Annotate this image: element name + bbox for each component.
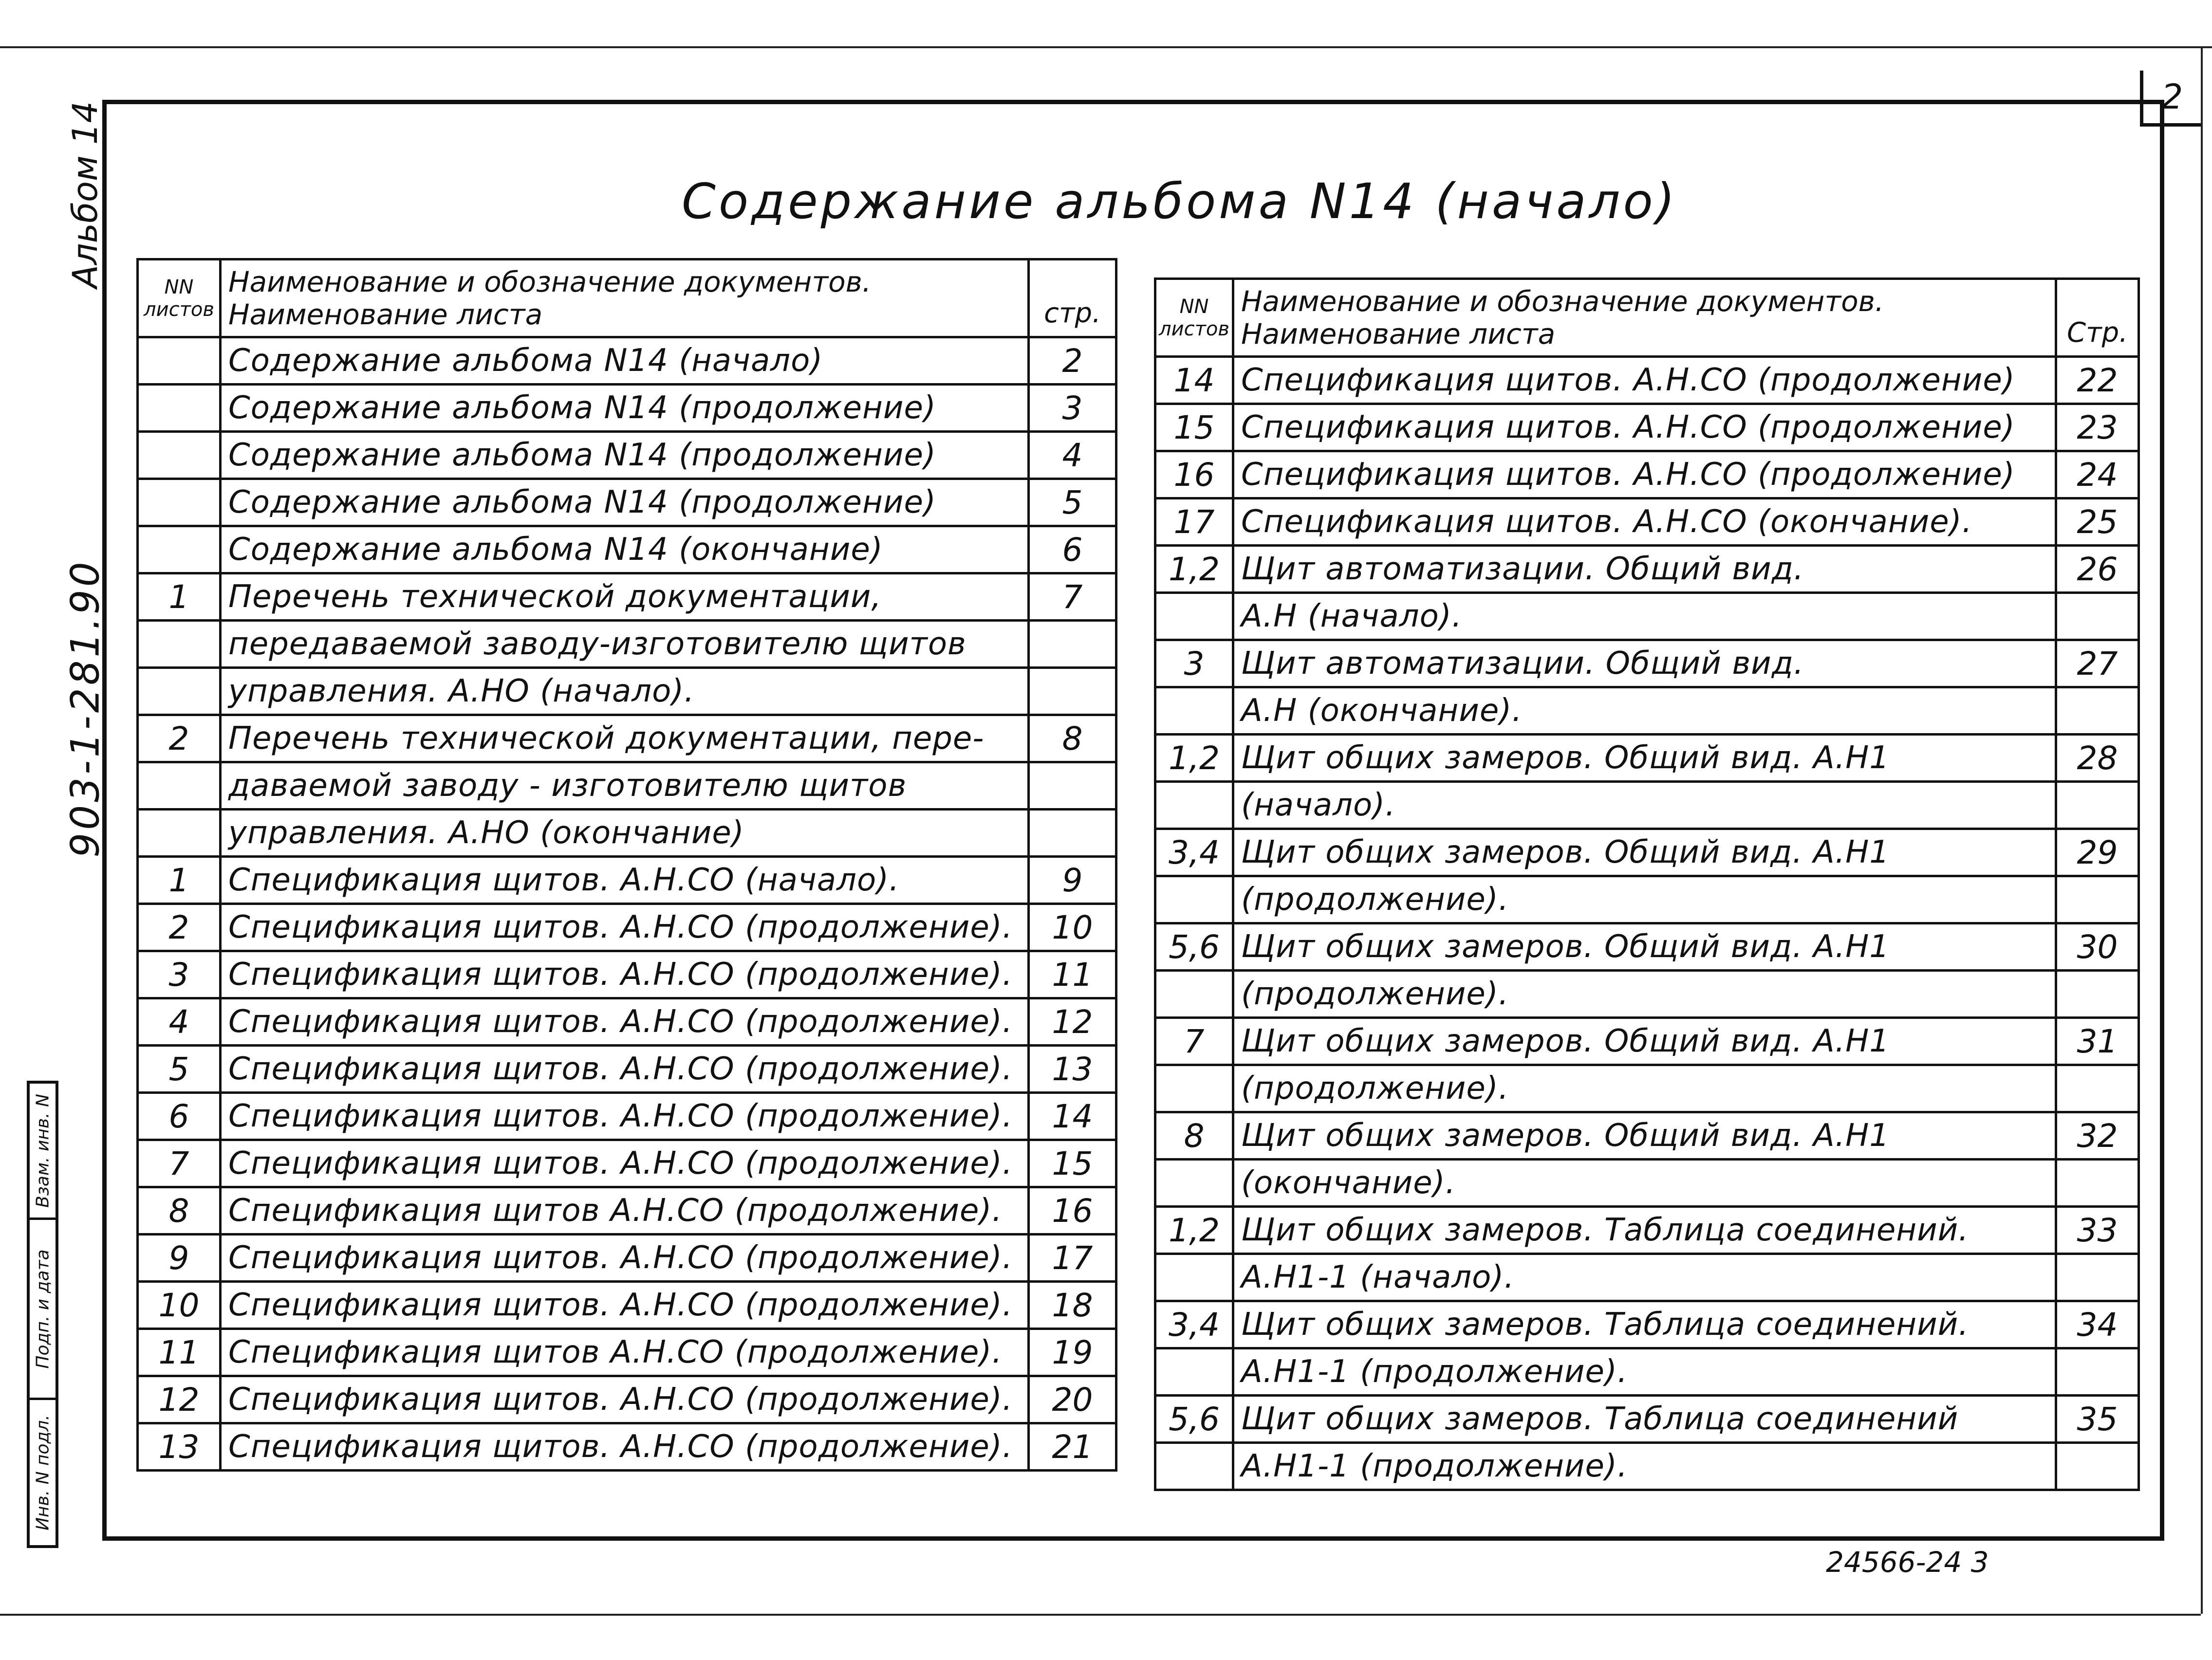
document-name-cell: Содержание альбома N14 (продолжение): [221, 385, 1029, 432]
header-page: стр.: [1029, 259, 1116, 337]
page-number-cell: [1029, 810, 1116, 857]
page-number-cell: [1029, 762, 1116, 810]
document-name-cell: (продолжение).: [1233, 1065, 2056, 1112]
document-name-cell: Спецификация щитов А.Н.СО (продолжение).: [221, 1187, 1029, 1235]
side-document-code: 903-1-281.90: [62, 559, 108, 858]
document-name-cell: Спецификация щитов. А.Н.СО (продолжение).: [221, 951, 1029, 998]
page-number-cell: 28: [2056, 735, 2139, 782]
sheet-number-cell: 1,2: [1155, 1207, 1233, 1254]
document-name-cell: управления. А.НО (окончание): [221, 810, 1029, 857]
table-row: [1155, 687, 2139, 735]
sheet-number-cell: 2: [138, 904, 221, 951]
sheet-number-cell: [1155, 687, 1233, 735]
document-name-cell: (начало).: [1233, 782, 2056, 829]
contents-table-left: [136, 258, 1117, 1472]
table-row: [1155, 1396, 2139, 1443]
sheet-number-cell: 1: [138, 573, 221, 621]
document-name-cell: Щит общих замеров. Общий вид. А.Н1: [1233, 923, 2056, 971]
document-name-cell: А.Н1-1 (продолжение).: [1233, 1348, 2056, 1396]
page-number-cell: 20: [1029, 1376, 1116, 1423]
table-row: [138, 1376, 1116, 1423]
sheet-number-cell: 3,4: [1155, 829, 1233, 876]
document-name-cell: Перечень технической документации, пере-: [221, 715, 1029, 762]
table-row: [138, 1329, 1116, 1376]
document-name-cell: Щит общих замеров. Общий вид. А.Н1: [1233, 1112, 2056, 1160]
sheet-number-cell: 17: [1155, 498, 1233, 546]
sheet-number-cell: 7: [1155, 1018, 1233, 1065]
document-name-cell: Содержание альбома N14 (окончание): [221, 526, 1029, 573]
document-name-cell: А.Н1-1 (продолжение).: [1233, 1443, 2056, 1490]
table-row: [1155, 829, 2139, 876]
sheet-number-cell: 10: [138, 1282, 221, 1329]
table-row: [1155, 1018, 2139, 1065]
table-row: [138, 432, 1116, 479]
sheet-number-cell: 3: [138, 951, 221, 998]
stamp-cell-replacement: [30, 1084, 56, 1220]
document-name-cell: Спецификация щитов. А.Н.СО (продолжение).: [221, 1376, 1029, 1423]
table-row: [1155, 498, 2139, 546]
sheet-number-cell: 8: [138, 1187, 221, 1235]
table-row: [1155, 1207, 2139, 1254]
table-row: [1155, 1254, 2139, 1301]
page-number-cell: 2: [1029, 337, 1116, 385]
sheet-number-cell: 2: [138, 715, 221, 762]
page-number-cell: [2056, 876, 2139, 923]
document-name-cell: Спецификация щитов. А.Н.СО (продолжение).: [221, 1140, 1029, 1187]
document-name-cell: (окончание).: [1233, 1160, 2056, 1207]
page-number-cell: 32: [2056, 1112, 2139, 1160]
document-name-cell: Спецификация щитов. А.Н.СО (продолжение).: [221, 998, 1029, 1046]
document-name-cell: даваемой заводу - изготовителю щитов: [221, 762, 1029, 810]
table-row: [1155, 1065, 2139, 1112]
table-row: [1155, 640, 2139, 687]
document-name-cell: Щит автоматизации. Общий вид.: [1233, 546, 2056, 593]
document-name-cell: Щит общих замеров. Общий вид. А.Н1: [1233, 829, 2056, 876]
table-row: [1155, 1301, 2139, 1348]
page-number-cell: 10: [1029, 904, 1116, 951]
outer-border-top: [0, 46, 2212, 48]
table-row: [138, 810, 1116, 857]
sheet-number-cell: 1,2: [1155, 546, 1233, 593]
page-number-cell: [1029, 621, 1116, 668]
table-row: [1155, 404, 2139, 451]
document-name-cell: Щит общих замеров. Общий вид. А.Н1: [1233, 735, 2056, 782]
header-page: Стр.: [2056, 279, 2139, 357]
page-number-cell: 9: [1029, 857, 1116, 904]
footer-code: 24566-24 3: [1826, 1546, 1989, 1579]
header-document-name: [221, 259, 1029, 337]
table-row: [138, 385, 1116, 432]
sheet-number-cell: [138, 337, 221, 385]
table-row: [138, 668, 1116, 715]
document-name-cell: А.Н1-1 (начало).: [1233, 1254, 2056, 1301]
header-name-line2: Наименование листа: [228, 297, 543, 331]
stamp-label-replacement: Взам. инв. N: [33, 1093, 53, 1208]
document-name-cell: Спецификация щитов. А.Н.СО (продолжение): [1233, 451, 2056, 498]
document-name-cell: (продолжение).: [1233, 971, 2056, 1018]
table-row: [138, 998, 1116, 1046]
page-title: Содержание альбома N14 (начало): [682, 173, 1678, 230]
page-number-cell: 27: [2056, 640, 2139, 687]
page-number-cell: 21: [1029, 1423, 1116, 1471]
table-row: [138, 479, 1116, 526]
table-row: [1155, 1443, 2139, 1490]
document-name-cell: Щит общих замеров. Таблица соединений: [1233, 1396, 2056, 1443]
table-row: [1155, 923, 2139, 971]
page-number-cell: 25: [2056, 498, 2139, 546]
document-name-cell: Спецификация щитов. А.Н.СО (продолжение).: [221, 1423, 1029, 1471]
document-name-cell: Щит общих замеров. Таблица соединений.: [1233, 1301, 2056, 1348]
outer-border-bottom: [0, 1614, 2201, 1616]
sheet-number-cell: [138, 621, 221, 668]
table-row: [138, 1423, 1116, 1471]
page-number-cell: 31: [2056, 1018, 2139, 1065]
document-name-cell: Щит автоматизации. Общий вид.: [1233, 640, 2056, 687]
page-number-cell: [1029, 668, 1116, 715]
stamp-label-inventory: Инв. N подл.: [33, 1415, 53, 1531]
table-row: [1155, 1160, 2139, 1207]
page-number-cell: [2056, 1254, 2139, 1301]
document-name-cell: А.Н (начало).: [1233, 593, 2056, 640]
page-number-cell: 33: [2056, 1207, 2139, 1254]
page-number-cell: 26: [2056, 546, 2139, 593]
side-album-label: Альбом 14: [65, 101, 105, 289]
header-name-line2: Наименование листа: [1241, 317, 1556, 350]
page-number-cell: 8: [1029, 715, 1116, 762]
sheet-number-cell: [1155, 1348, 1233, 1396]
document-name-cell: (продолжение).: [1233, 876, 2056, 923]
page-number-cell: 34: [2056, 1301, 2139, 1348]
document-name-cell: Содержание альбома N14 (начало): [221, 337, 1029, 385]
document-name-cell: передаваемой заводу-изготовителю щитов: [221, 621, 1029, 668]
page-number-cell: 13: [1029, 1046, 1116, 1093]
sheet-number-cell: [138, 762, 221, 810]
table-row: [1155, 593, 2139, 640]
page-number-cell: 24: [2056, 451, 2139, 498]
document-name-cell: Спецификация щитов А.Н.СО (продолжение).: [221, 1329, 1029, 1376]
sheet-number-cell: [138, 668, 221, 715]
header-name-line1: Наименование и обозначение документов.: [1241, 284, 1884, 318]
sheet-number-cell: [1155, 1065, 1233, 1112]
table-header-row: [1155, 279, 2139, 357]
table-row: [138, 621, 1116, 668]
page-number-cell: 29: [2056, 829, 2139, 876]
table-row: [1155, 971, 2139, 1018]
sheet-number-cell: 5: [138, 1046, 221, 1093]
table-row: [1155, 1112, 2139, 1160]
table-row: [138, 573, 1116, 621]
document-name-cell: управления. А.НО (начало).: [221, 668, 1029, 715]
sheet-number-cell: 11: [138, 1329, 221, 1376]
page-number-cell: 15: [1029, 1140, 1116, 1187]
document-name-cell: А.Н (окончание).: [1233, 687, 2056, 735]
table-row: [1155, 451, 2139, 498]
document-name-cell: Спецификация щитов. А.Н.СО (продолжение).: [221, 1282, 1029, 1329]
page-number-cell: 19: [1029, 1329, 1116, 1376]
document-name-cell: Перечень технической документации,: [221, 573, 1029, 621]
sheet-number-cell: 1: [138, 857, 221, 904]
sheet-number-cell: [1155, 782, 1233, 829]
page-number-cell: [2056, 782, 2139, 829]
page-number-cell: 35: [2056, 1396, 2139, 1443]
sheet-number-cell: [1155, 593, 1233, 640]
sheet-number-cell: 16: [1155, 451, 1233, 498]
sheet-number-cell: 6: [138, 1093, 221, 1140]
table-row: [138, 1046, 1116, 1093]
approval-stamp: [27, 1081, 58, 1548]
document-name-cell: Спецификация щитов. А.Н.СО (продолжение).: [221, 1046, 1029, 1093]
page-number-cell: [2056, 1443, 2139, 1490]
stamp-cell-inventory: [30, 1400, 56, 1545]
sheet-number-cell: 5,6: [1155, 923, 1233, 971]
page-number-cell: [2056, 593, 2139, 640]
page-number-cell: [2056, 1160, 2139, 1207]
page-number-cell: 6: [1029, 526, 1116, 573]
table-row: [138, 715, 1116, 762]
page-number-cell: 3: [1029, 385, 1116, 432]
sheet-number-cell: 13: [138, 1423, 221, 1471]
page-number-cell: [2056, 1065, 2139, 1112]
table-row: [138, 1140, 1116, 1187]
page-number-cell: 23: [2056, 404, 2139, 451]
sheet-number-cell: 1,2: [1155, 735, 1233, 782]
page-number-cell: 5: [1029, 479, 1116, 526]
sheet-number-cell: 8: [1155, 1112, 1233, 1160]
sheet-number-cell: [1155, 1254, 1233, 1301]
sheet-number-cell: 14: [1155, 357, 1233, 404]
document-name-cell: Содержание альбома N14 (продолжение): [221, 432, 1029, 479]
page-number-cell: 11: [1029, 951, 1116, 998]
sheet-number-cell: 9: [138, 1235, 221, 1282]
outer-border-right: [2201, 46, 2203, 1614]
contents-table-right: [1154, 277, 2140, 1491]
document-name-cell: Спецификация щитов. А.Н.СО (продолжение).: [221, 1235, 1029, 1282]
table-row: [138, 526, 1116, 573]
document-name-cell: Спецификация щитов. А.Н.СО (продолжение): [1233, 357, 2056, 404]
document-name-cell: Щит общих замеров. Таблица соединений.: [1233, 1207, 2056, 1254]
sheet-number-cell: [138, 385, 221, 432]
page-number-cell: 18: [1029, 1282, 1116, 1329]
stamp-label-signature: Подп. и дата: [33, 1249, 53, 1369]
page-number-cell: [2056, 971, 2139, 1018]
page-number-cell: 30: [2056, 923, 2139, 971]
document-name-cell: Содержание альбома N14 (продолжение): [221, 479, 1029, 526]
table-row: [1155, 876, 2139, 923]
sheet-number-cell: [138, 526, 221, 573]
page-number-cell: 17: [1029, 1235, 1116, 1282]
sheet-number-cell: [1155, 971, 1233, 1018]
table-row: [138, 857, 1116, 904]
sheet-number-cell: 15: [1155, 404, 1233, 451]
stamp-cell-signature: [30, 1220, 56, 1400]
page-number-cell: 22: [2056, 357, 2139, 404]
document-name-cell: Спецификация щитов. А.Н.СО (продолжение).: [221, 1093, 1029, 1140]
document-name-cell: Спецификация щитов. А.Н.СО (продолжение): [1233, 404, 2056, 451]
header-sheet-numbers: NN листов: [138, 259, 221, 337]
sheet-number-cell: [1155, 1160, 1233, 1207]
sheet-number-cell: 5,6: [1155, 1396, 1233, 1443]
sheet-number-cell: 7: [138, 1140, 221, 1187]
table-row: [138, 1187, 1116, 1235]
table-row: [138, 1093, 1116, 1140]
sheet-number-cell: [138, 432, 221, 479]
document-name-cell: Спецификация щитов. А.Н.СО (окончание).: [1233, 498, 2056, 546]
sheet-number-cell: [1155, 876, 1233, 923]
sheet-number-cell: 3: [1155, 640, 1233, 687]
page-number-cell: 7: [1029, 573, 1116, 621]
page-number-cell: 4: [1029, 432, 1116, 479]
table-row: [138, 1282, 1116, 1329]
header-sheet-numbers: NN листов: [1155, 279, 1233, 357]
table-row: [138, 337, 1116, 385]
table-row: [1155, 1348, 2139, 1396]
sheet-number-cell: 12: [138, 1376, 221, 1423]
page-number-cell: 12: [1029, 998, 1116, 1046]
sheet-number-cell: [138, 479, 221, 526]
table-row: [1155, 546, 2139, 593]
page-number-cell: 16: [1029, 1187, 1116, 1235]
table-row: [138, 951, 1116, 998]
sheet-number: 2: [2140, 71, 2201, 127]
document-name-cell: Щит общих замеров. Общий вид. А.Н1: [1233, 1018, 2056, 1065]
table-row: [1155, 735, 2139, 782]
sheet-number-cell: [1155, 1443, 1233, 1490]
sheet-number-cell: 4: [138, 998, 221, 1046]
header-name-line1: Наименование и обозначение документов.: [228, 265, 872, 298]
document-name-cell: Спецификация щитов. А.Н.СО (продолжение).: [221, 904, 1029, 951]
sheet-number-cell: [138, 810, 221, 857]
table-row: [138, 762, 1116, 810]
page-number-cell: [2056, 1348, 2139, 1396]
header-document-name: [1233, 279, 2056, 357]
table-row: [138, 1235, 1116, 1282]
table-header-row: [138, 259, 1116, 337]
sheet-number-cell: 3,4: [1155, 1301, 1233, 1348]
document-name-cell: Спецификация щитов. А.Н.СО (начало).: [221, 857, 1029, 904]
table-row: [1155, 357, 2139, 404]
table-row: [1155, 782, 2139, 829]
table-row: [138, 904, 1116, 951]
page-number-cell: 14: [1029, 1093, 1116, 1140]
page-number-cell: [2056, 687, 2139, 735]
